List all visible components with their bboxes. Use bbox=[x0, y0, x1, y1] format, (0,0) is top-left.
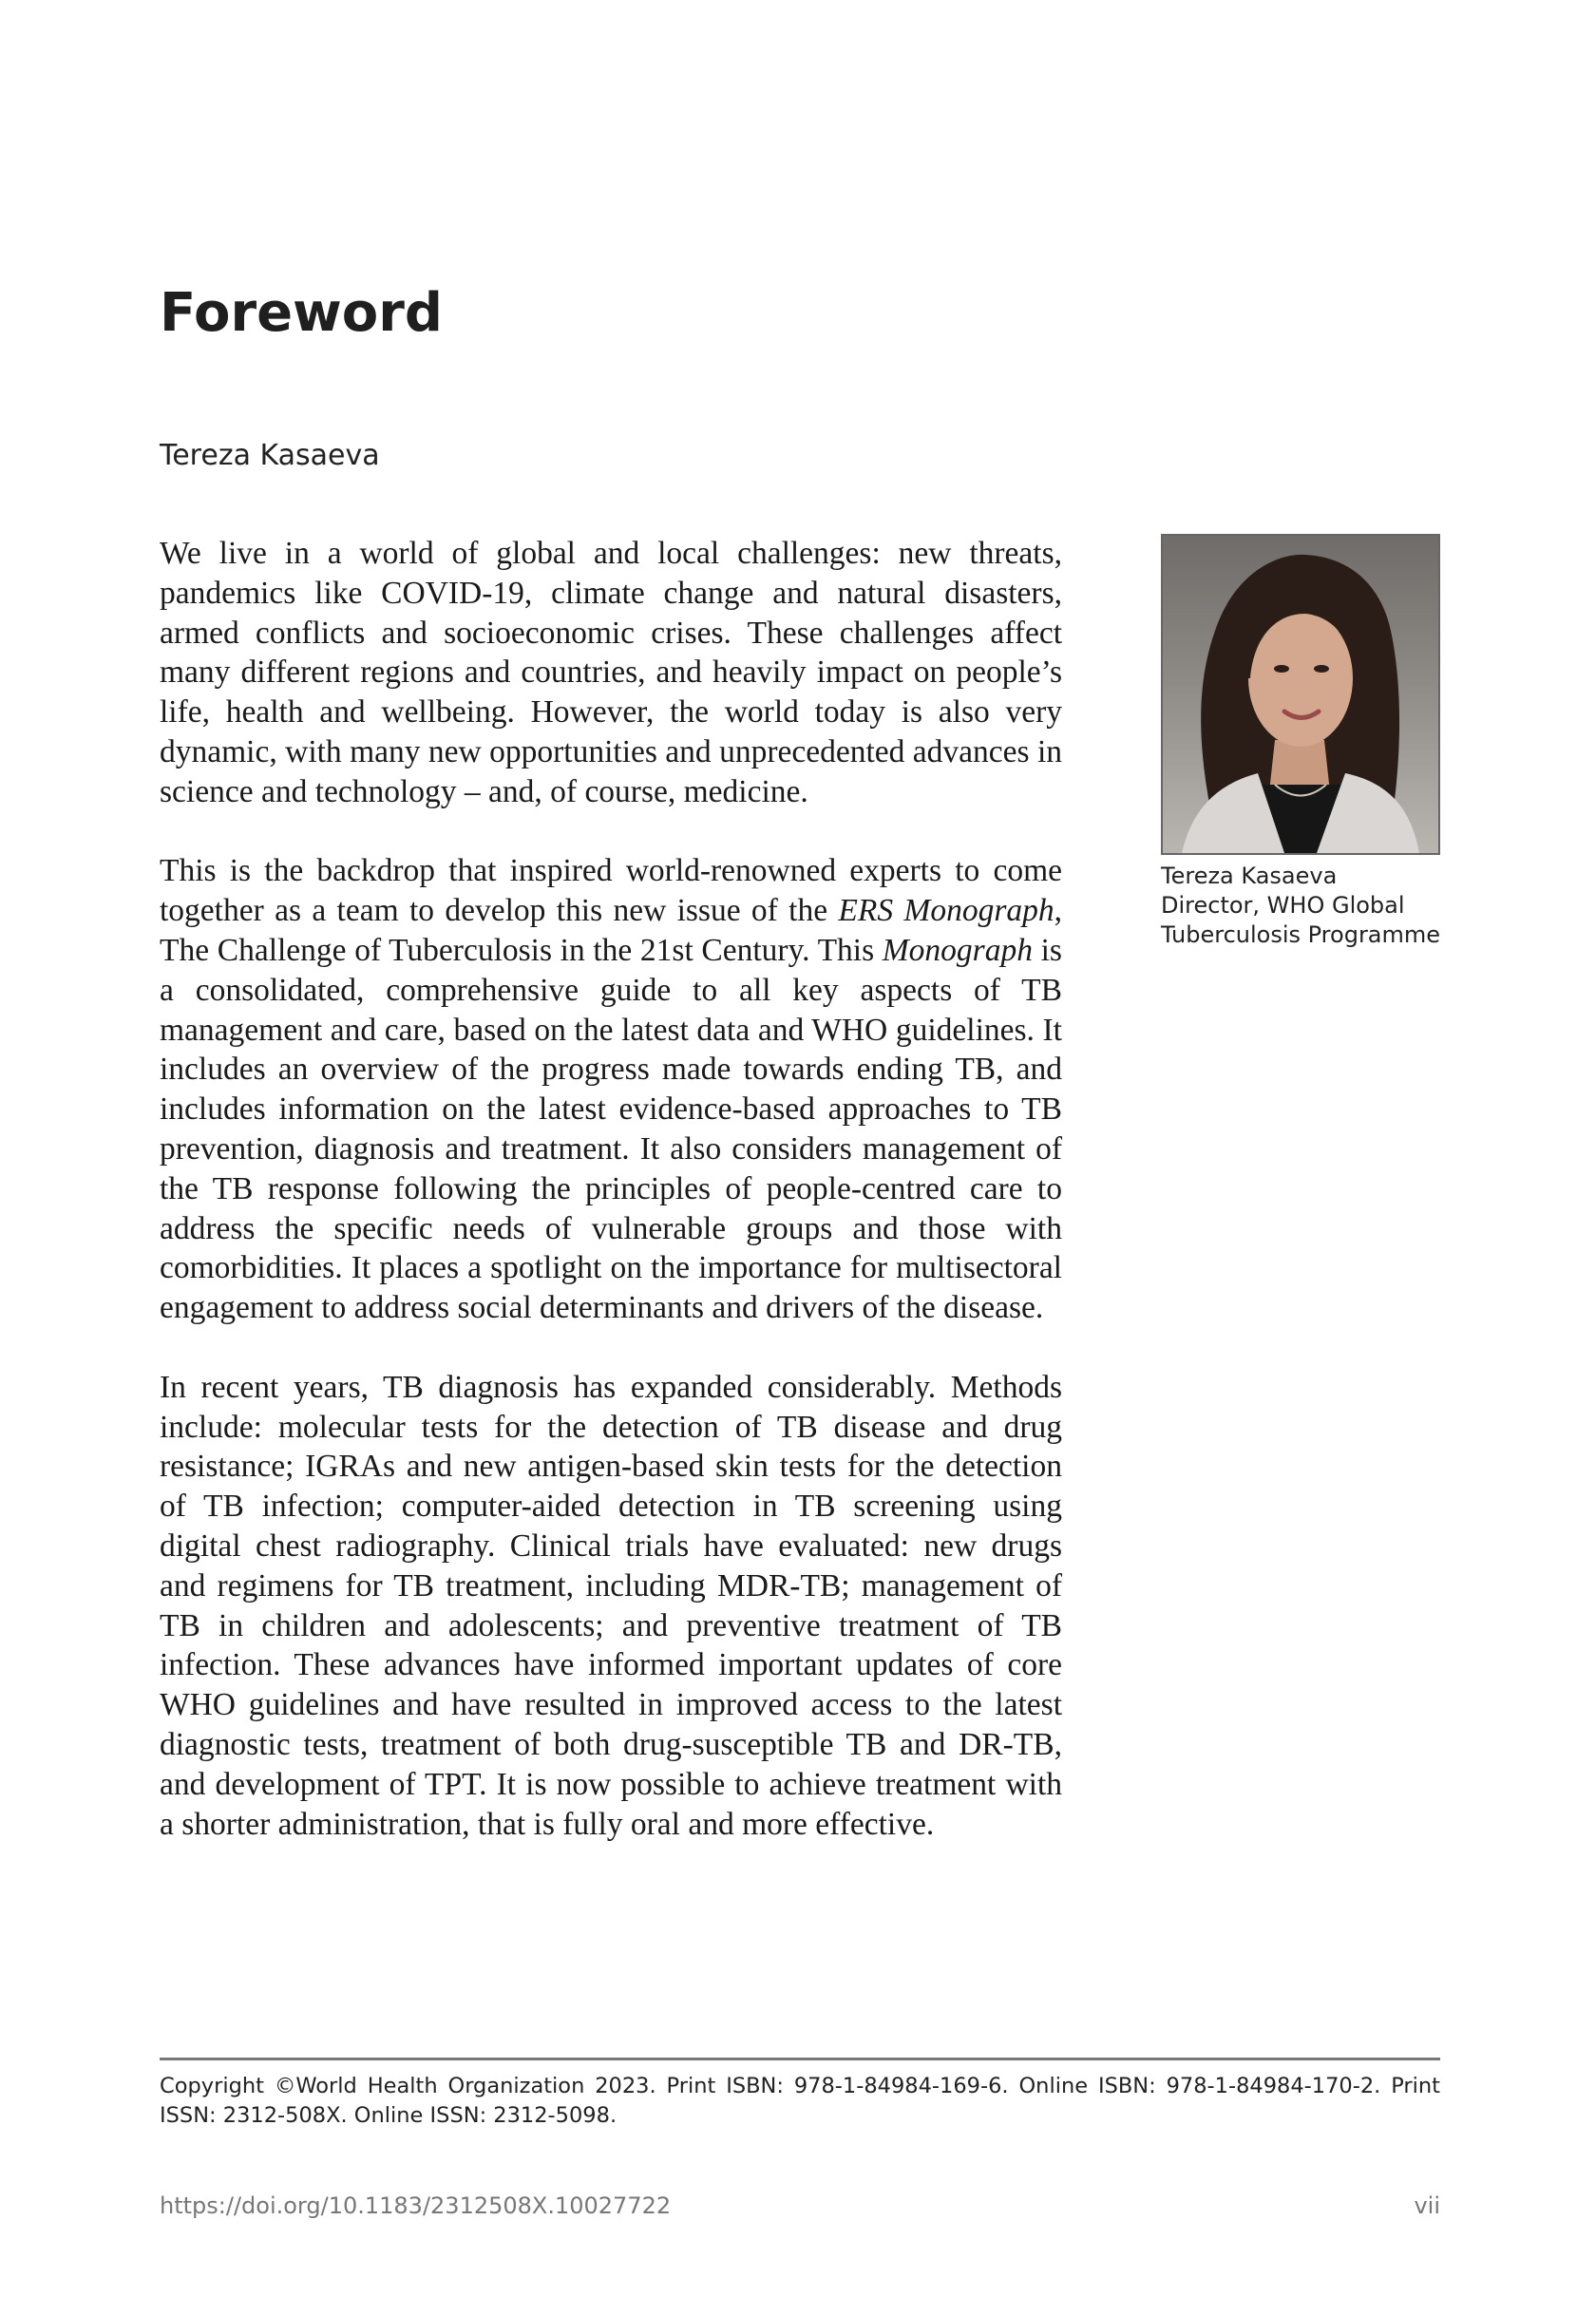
author-portrait-photo bbox=[1161, 534, 1440, 855]
caption-role-line-1: Director, WHO Global bbox=[1161, 892, 1405, 919]
portrait-illustration bbox=[1163, 536, 1438, 853]
doi-link[interactable]: https://doi.org/10.1183/2312508X.10027722 bbox=[160, 2192, 672, 2219]
paragraph-1: We live in a world of global and local challenges: new threats, pandemics like COVID-19, climate change and natural disasters, armed conflicts and socioeconomic crises. These challenges affect many different regions and countries, and heavily impact on people’s life, health and wellbeing. However, the world today is also very dynamic, with many new opportunities and unprecedented advances in science and technology – and, of course, medicine. bbox=[160, 536, 1062, 809]
paragraph-3: In recent years, TB diagnosis has expanded considerably. Methods include: molecular tests for the detection of TB disease and drug resistance; IGRAs and new antigen-based skin tests for the detection of TB infection; computer-aided detection in TB screening using digital chest radiography. Clinical trials have evaluated: new drugs and regimens for TB treatment, including MDR-TB; management of TB in children and adolescents; and preventive treatment of TB infection. These advances have informed important updates of core WHO guidelines and have resulted in improved access to the latest diagnostic tests, treatment of both drug-susceptible TB and DR-TB, and development of TPT. It is now possible to achieve treatment with a shorter administration, that is fully oral and more effective. bbox=[160, 1369, 1062, 1842]
footnote-divider bbox=[160, 2058, 1440, 2060]
portrait-caption bbox=[1161, 862, 1446, 950]
caption-role-line-2: Tuberculosis Programme bbox=[1161, 921, 1441, 948]
monograph-italic: Monograph bbox=[882, 932, 1033, 968]
paragraph-2-part-b: , The Challenge of Tuberculosis in the 21st Century. This bbox=[160, 893, 1062, 968]
page-title: Foreword bbox=[160, 282, 443, 344]
paragraph-2-part-a: This is the backdrop that inspired world-renowned experts to come together as a team to develop this new issue of the bbox=[160, 853, 1062, 929]
caption-name: Tereza Kasaeva bbox=[1161, 863, 1338, 889]
author-name: Tereza Kasaeva bbox=[160, 439, 380, 472]
copyright-notice: Copyright ©World Health Organization 2023. Print ISBN: 978-1-84984-169-6. Online ISBN: 978-1-84984-170-2. Print ISSN: 2312-508X. Online ISSN: 2312-5098. bbox=[160, 2074, 1440, 2128]
paragraph-2 bbox=[160, 851, 1062, 1328]
paragraph-2-part-c: is a consolidated, comprehensive guide to all key aspects of TB management and care, based on the latest data and WHO guidelines. It includes an overview of the progress made towards ending TB, and includes information on the latest evidence-based approaches to TB prevention, diagnosis and treatment. It also considers management of the TB response following the principles of people-centred care to address the specific needs of vulnerable groups and those with comorbidities. It places a spotlight on the importance for multisectoral engagement to address social determinants and drivers of the disease. bbox=[160, 932, 1062, 1326]
page-number: vii bbox=[1414, 2192, 1440, 2219]
foreword-body bbox=[160, 534, 1062, 1844]
monograph-title-italic: ERS Monograph bbox=[838, 893, 1054, 929]
